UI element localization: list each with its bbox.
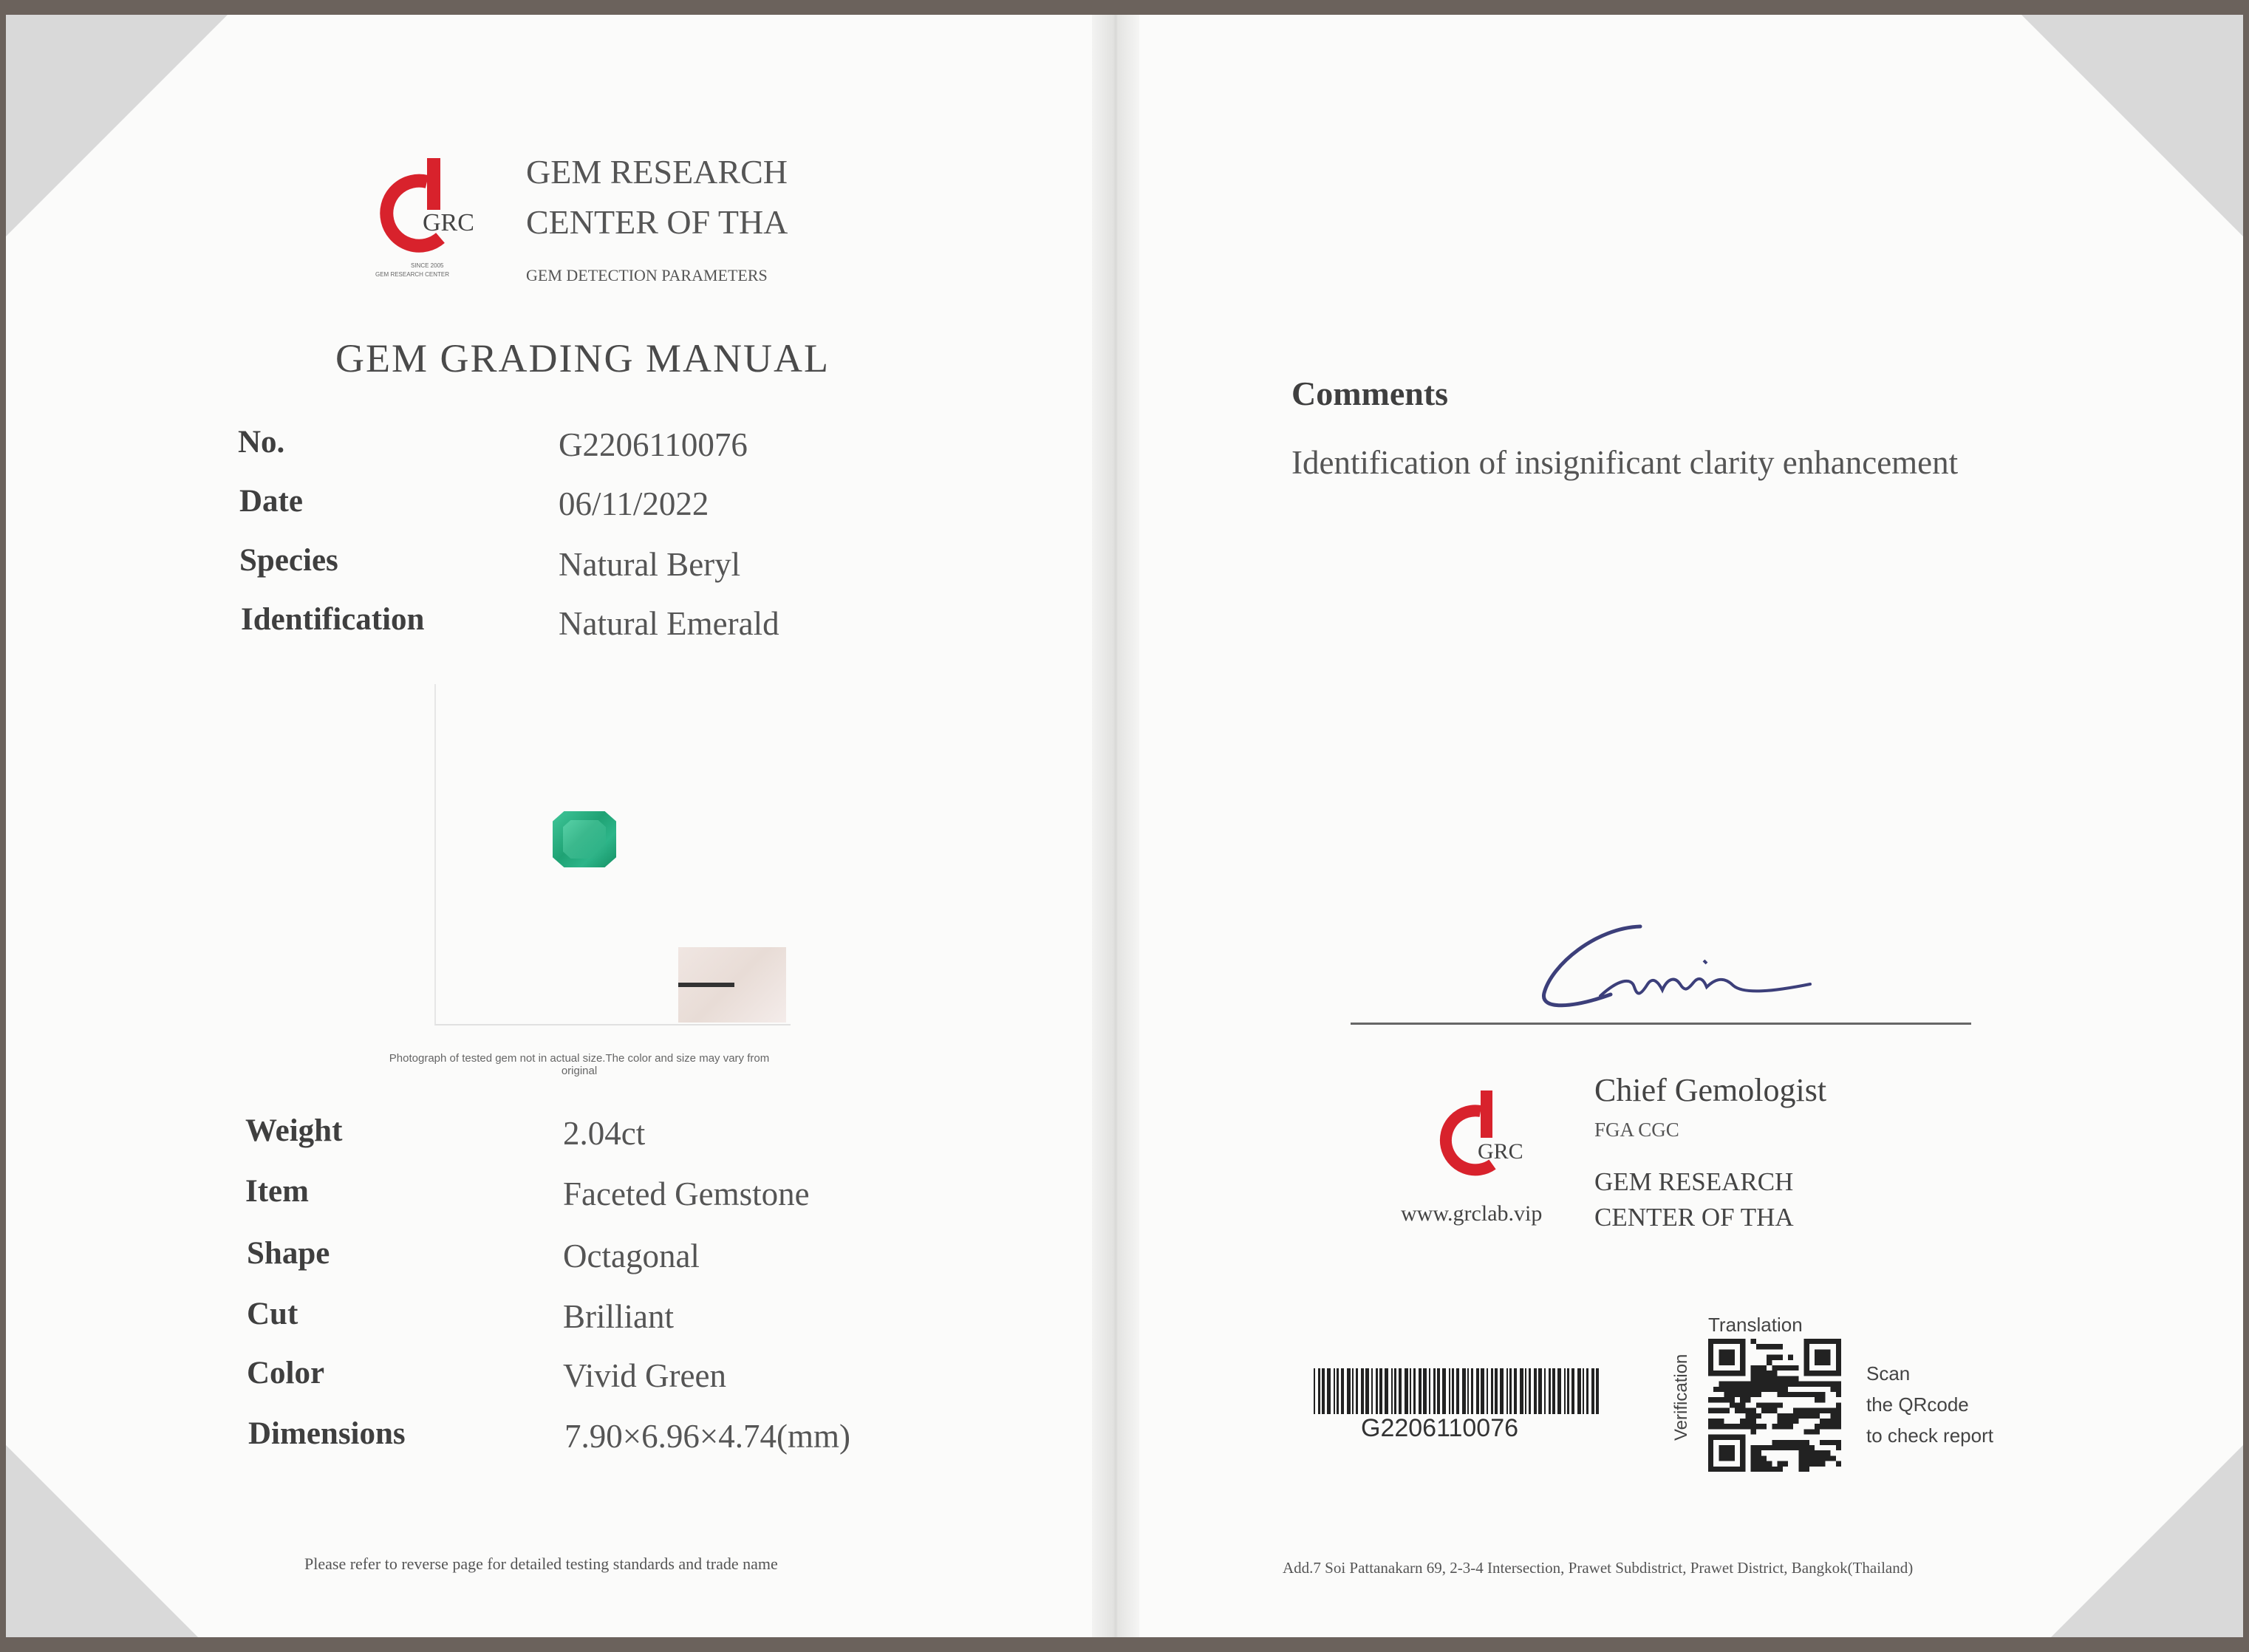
right-org-line2: CENTER OF THA: [1594, 1203, 1794, 1232]
qr-translation-label: Translation: [1708, 1314, 1803, 1336]
address-footer: Add.7 Soi Pattanakarn 69, 2-3-4 Intersection, Prawet Subdistrict, Prawet District, Bangkok(Thailand): [1283, 1559, 1914, 1577]
comments-text: Identification of insignificant clarity enhancement: [1291, 444, 1959, 481]
field-label-date: Date: [239, 484, 303, 519]
grc-logo-icon: [369, 151, 502, 284]
page-title: GEM GRADING MANUAL: [335, 336, 830, 380]
left-footer-note: Please refer to reverse page for detailed testing standards and trade name: [304, 1554, 778, 1573]
field-value-no: G2206110076: [559, 426, 748, 463]
org-name-line1: GEM RESEARCH: [526, 153, 788, 191]
center-fold: [1092, 15, 1139, 1637]
field-value-date: 06/11/2022: [559, 485, 709, 522]
corner-mount-bottom-right: [2051, 1445, 2243, 1637]
right-org-line1: GEM RESEARCH: [1594, 1167, 1794, 1196]
field-label-no: No.: [238, 425, 285, 460]
field-value-weight: 2.04ct: [563, 1115, 646, 1152]
field-value-color: Vivid Green: [563, 1357, 726, 1394]
field-label-weight: Weight: [245, 1113, 343, 1148]
signature-icon: [1529, 913, 1825, 1017]
field-label-cut: Cut: [247, 1297, 298, 1331]
field-label-color: Color: [247, 1356, 325, 1390]
signer-title: Chief Gemologist: [1594, 1072, 1827, 1108]
scan-text-line2: the QRcode: [1866, 1393, 1969, 1416]
corner-mount-top-right: [2021, 15, 2243, 236]
signature-line: [1351, 1023, 1971, 1025]
scan-text-line3: to check report: [1866, 1424, 1993, 1447]
barcode-icon: [1314, 1368, 1599, 1414]
signer-credentials: FGA CGC: [1594, 1119, 1679, 1141]
comments-heading: Comments: [1291, 375, 1449, 412]
svg-text:SINCE 2005: SINCE 2005: [411, 262, 444, 269]
field-value-dimensions: 7.90×6.96×4.74(mm): [564, 1418, 850, 1455]
emerald-gem-image: [553, 811, 616, 867]
field-label-dimensions: Dimensions: [248, 1416, 406, 1451]
field-label-species: Species: [239, 543, 338, 578]
field-value-identification: Natural Emerald: [559, 605, 779, 642]
small-logo-text: GRC: [1478, 1139, 1523, 1164]
field-value-item: Faceted Gemstone: [563, 1175, 810, 1212]
field-label-item: Item: [245, 1174, 309, 1209]
qr-verification-label: Verification: [1671, 1354, 1691, 1441]
photo-disclaimer: Photograph of tested gem not in actual size.The color and size may vary from original: [389, 1052, 770, 1077]
field-value-shape: Octagonal: [563, 1238, 700, 1274]
field-label-identification: Identification: [241, 602, 425, 637]
website-text: www.grclab.vip: [1401, 1201, 1543, 1226]
hologram-mark: [678, 983, 734, 987]
org-name-line2: CENTER OF THA: [526, 203, 788, 241]
svg-text:GEM RESEARCH CENTER: GEM RESEARCH CENTER: [375, 271, 450, 278]
corner-mount-bottom-left: [6, 1445, 198, 1637]
scan-text-line1: Scan: [1866, 1362, 1911, 1385]
field-value-species: Natural Beryl: [559, 546, 741, 583]
barcode-number: G2206110076: [1361, 1414, 1519, 1442]
field-value-cut: Brilliant: [563, 1298, 674, 1335]
corner-mount-top-left: [6, 15, 228, 236]
org-subtitle: GEM DETECTION PARAMETERS: [526, 266, 768, 284]
field-label-shape: Shape: [247, 1236, 330, 1271]
qr-code-icon[interactable]: [1708, 1339, 1841, 1472]
svg-text:GRC: GRC: [423, 209, 474, 236]
